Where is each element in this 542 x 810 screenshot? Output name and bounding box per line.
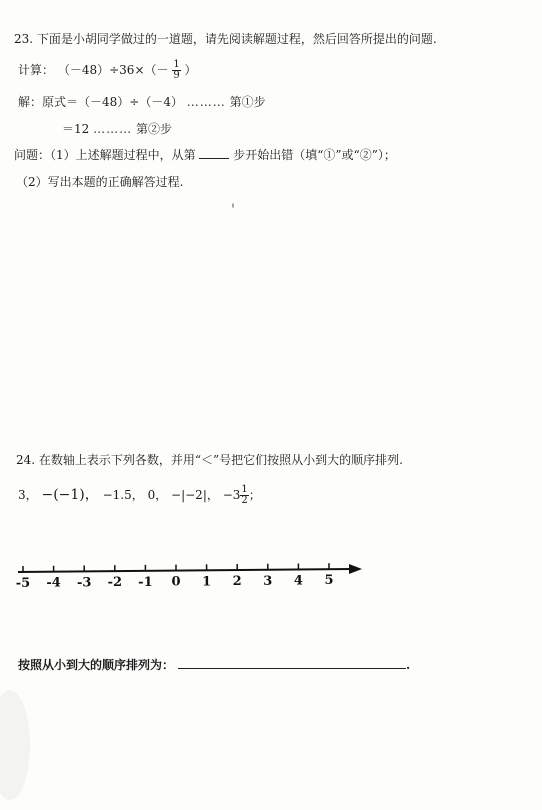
- tick-label: 5: [324, 573, 334, 589]
- tick-label: 0: [171, 574, 181, 590]
- mixed-fraction-denominator: 2: [241, 495, 248, 506]
- calc-fraction: [172, 60, 180, 81]
- tick-label: -2: [107, 575, 123, 591]
- solution-dots: ………: [186, 95, 226, 109]
- q23-calc-line: [18, 60, 197, 81]
- solution-dots: ………: [93, 122, 133, 136]
- calc-expression-end: ）: [184, 63, 197, 77]
- calc-fraction-numerator: 1: [173, 59, 180, 70]
- number-item: 0，: [147, 488, 168, 502]
- mixed-fraction-numerator: 1: [241, 484, 248, 495]
- tick-label: -5: [15, 576, 31, 591]
- solution-line-2: [62, 120, 172, 137]
- scan-mark: [232, 203, 234, 208]
- number-line-arrow: [349, 564, 362, 574]
- number-item: −|−2|，: [171, 488, 219, 502]
- number-item: −(−1)，: [41, 487, 99, 503]
- answer-blank[interactable]: [199, 148, 229, 159]
- calc-label: 计算：: [18, 63, 55, 77]
- question-1: [14, 146, 396, 163]
- solution-line-1: [18, 93, 266, 110]
- question-1-text-end: 步开始出错（填“①”或“②”）；: [233, 148, 396, 162]
- calc-fraction-denominator: 9: [173, 70, 180, 81]
- number-item: −1.5，: [102, 488, 144, 502]
- solution-step-1: 第①步: [229, 95, 266, 109]
- answer-end: .: [406, 658, 411, 672]
- number-line[interactable]: [0, 555, 542, 605]
- question-1-text: 问题：（1）上述解题过程中，从第: [14, 148, 196, 162]
- number-item: −3: [222, 488, 241, 502]
- tick-label: -4: [46, 575, 61, 591]
- number-line-axis: [18, 569, 352, 572]
- answer-label: 按照从小到大的顺序排列为：: [18, 658, 175, 672]
- solution-step-2: 第②步: [135, 122, 172, 136]
- number-item: 3，: [18, 488, 38, 502]
- solution-result: ＝12: [62, 122, 90, 136]
- calc-expression: （－48）÷36×（－: [57, 63, 169, 77]
- q23-heading: 23. 下面是小胡同学做过的一道题，请先阅读解题过程，然后回答所提出的问题.: [14, 32, 437, 46]
- q24-heading: 24. 在数轴上表示下列各数，并用“＜”号把它们按照从小到大的顺序排列.: [16, 453, 403, 467]
- question-2: （2）写出本题的正确解答过程.: [16, 175, 184, 189]
- tick-label: -1: [138, 574, 153, 590]
- number-item-end: ；: [248, 488, 261, 502]
- solution-text: 解：原式＝（－48）÷（－4）: [18, 95, 183, 109]
- tick-label: 3: [263, 573, 273, 589]
- answer-input-line[interactable]: [178, 656, 406, 669]
- scan-smudge: [0, 690, 30, 800]
- tick-label: -3: [76, 575, 92, 591]
- q24-numbers: [18, 484, 261, 506]
- tick-label: 1: [202, 574, 212, 590]
- tick-label: 2: [232, 574, 242, 590]
- answer-row: [18, 656, 410, 673]
- mixed-fraction: [240, 485, 248, 506]
- tick-label: 4: [293, 573, 303, 589]
